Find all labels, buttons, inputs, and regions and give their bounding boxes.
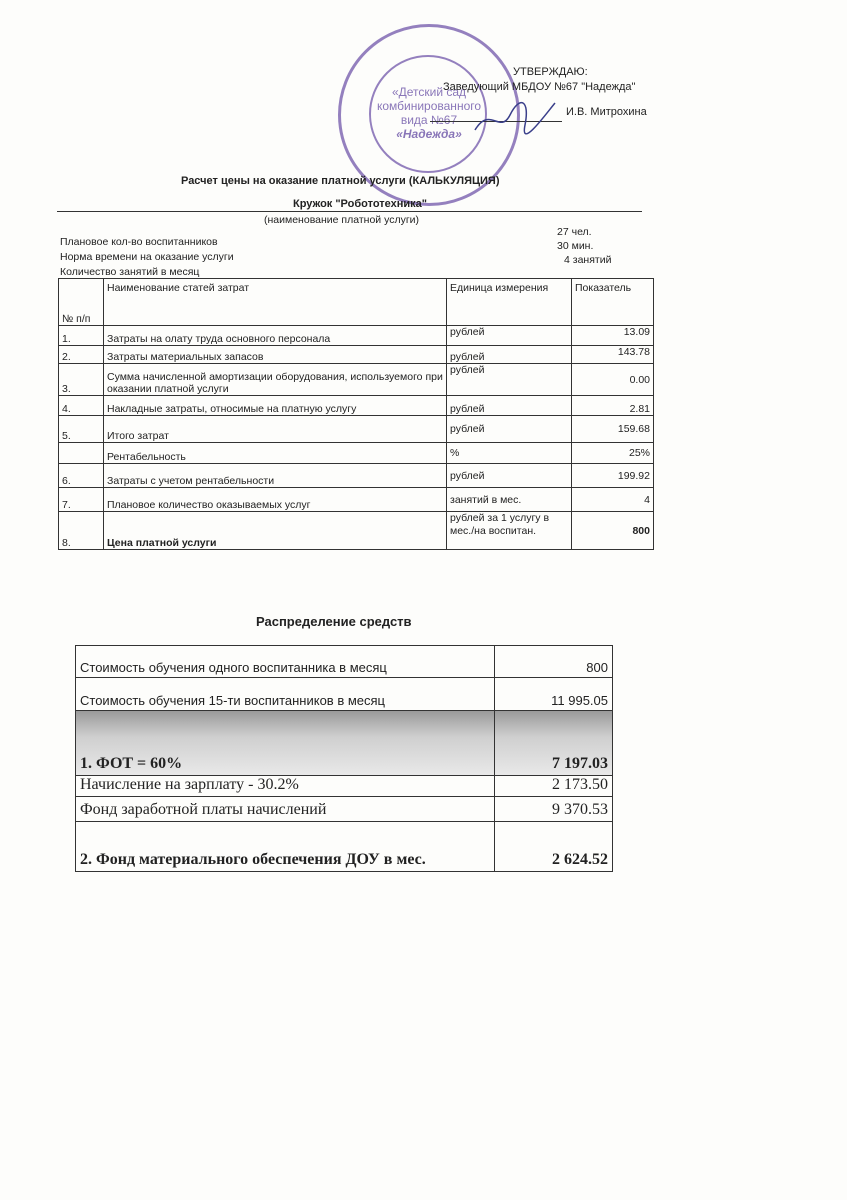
row-name: Затраты с учетом рентабельности	[104, 464, 447, 488]
row-unit: занятий в мес.	[447, 488, 572, 512]
param-value: 4 занятий	[564, 254, 612, 266]
row-unit: рублей за 1 услугу в мес./на воспитан.	[447, 512, 572, 550]
approver-name: И.В. Митрохина	[566, 106, 647, 118]
row-value: 800	[495, 646, 613, 678]
row-name: Цена платной услуги	[104, 512, 447, 550]
row-value: 800	[572, 512, 654, 550]
table-row	[59, 464, 654, 488]
distribution-table	[75, 645, 613, 872]
row-value: 11 995.05	[495, 678, 613, 711]
row-unit: рублей	[447, 396, 572, 416]
row-num: 3.	[59, 364, 104, 396]
row-value: 159.68	[572, 416, 654, 443]
table-row	[76, 678, 613, 711]
param-label: Норма времени на оказание услуги	[60, 251, 234, 263]
row-num: 2.	[59, 346, 104, 364]
calculation-table	[58, 278, 654, 550]
row-name: Затраты материальных запасов	[104, 346, 447, 364]
table-row	[76, 711, 613, 776]
param-label: Количество занятий в месяц	[60, 266, 200, 278]
table-row	[59, 443, 654, 464]
row-value: 9 370.53	[495, 797, 613, 822]
row-label: 1. ФОТ = 60%	[76, 711, 495, 776]
row-value: 7 197.03	[495, 711, 613, 776]
row-value: 0.00	[572, 364, 654, 396]
row-label: Начисление на зарплату - 30.2%	[76, 776, 495, 797]
row-value: 2 624.52	[495, 822, 613, 872]
row-unit: %	[447, 443, 572, 464]
table-row	[76, 797, 613, 822]
table-row	[59, 488, 654, 512]
service-caption: (наименование платной услуги)	[264, 214, 420, 226]
table-row	[76, 646, 613, 678]
row-value: 13.09	[572, 326, 654, 346]
row-name: Сумма начисленной амортизации оборудования, используемого при оказании платной услуги	[104, 364, 447, 396]
row-num: 8.	[59, 512, 104, 550]
row-label: Стоимость обучения одного воспитанника в месяц	[76, 646, 495, 678]
row-num: 4.	[59, 396, 104, 416]
table-row	[59, 364, 654, 396]
row-label: Стоимость обучения 15-ти воспитанников в месяц	[76, 678, 495, 711]
distribution-title: Распределение средств	[256, 614, 412, 629]
table-row	[76, 776, 613, 797]
row-unit: рублей	[447, 364, 572, 396]
row-num: 1.	[59, 326, 104, 346]
row-num: 6.	[59, 464, 104, 488]
row-unit: рублей	[447, 346, 572, 364]
param-value: 27 чел.	[557, 226, 592, 238]
header-num: № п/п	[59, 279, 104, 326]
table-row	[59, 512, 654, 550]
row-value: 4	[572, 488, 654, 512]
table-row	[59, 346, 654, 364]
param-value: 30 мин.	[557, 240, 594, 252]
signature	[470, 95, 560, 140]
table-row	[59, 396, 654, 416]
service-name: Кружок "Робототехника"	[293, 198, 427, 210]
table-header-row	[59, 279, 654, 326]
header-value: Показатель	[572, 279, 654, 326]
table-row	[76, 822, 613, 872]
row-name: Затраты на олату труда основного персонала	[104, 326, 447, 346]
row-value: 2 173.50	[495, 776, 613, 797]
row-num	[59, 443, 104, 464]
row-num: 5.	[59, 416, 104, 443]
row-name: Рентабельность	[104, 443, 447, 464]
header-unit: Единица измерения	[447, 279, 572, 326]
service-underline	[57, 211, 642, 212]
row-unit: рублей	[447, 326, 572, 346]
param-label: Плановое кол-во воспитанников	[60, 236, 218, 248]
row-label: 2. Фонд материального обеспечения ДОУ в мес.	[76, 822, 495, 872]
document-title: Расчет цены на оказание платной услуги (КАЛЬКУЛЯЦИЯ)	[181, 175, 500, 187]
approval-position: Заведующий МБДОУ №67 "Надежда"	[443, 81, 636, 93]
row-unit: рублей	[447, 464, 572, 488]
row-name: Итого затрат	[104, 416, 447, 443]
row-label: Фонд заработной платы начислений	[76, 797, 495, 822]
row-value: 199.92	[572, 464, 654, 488]
table-row	[59, 326, 654, 346]
stamp-text: «Детский сад комбинированного вида №67 «Надежда»	[376, 85, 482, 141]
row-name: Плановое количество оказываемых услуг	[104, 488, 447, 512]
row-value: 143.78	[572, 346, 654, 364]
row-name: Накладные затраты, относимые на платную услугу	[104, 396, 447, 416]
row-value: 2.81	[572, 396, 654, 416]
row-value: 25%	[572, 443, 654, 464]
row-num: 7.	[59, 488, 104, 512]
header-name: Наименование статей затрат	[104, 279, 447, 326]
approval-title: УТВЕРЖДАЮ:	[513, 66, 588, 78]
row-unit: рублей	[447, 416, 572, 443]
table-row	[59, 416, 654, 443]
